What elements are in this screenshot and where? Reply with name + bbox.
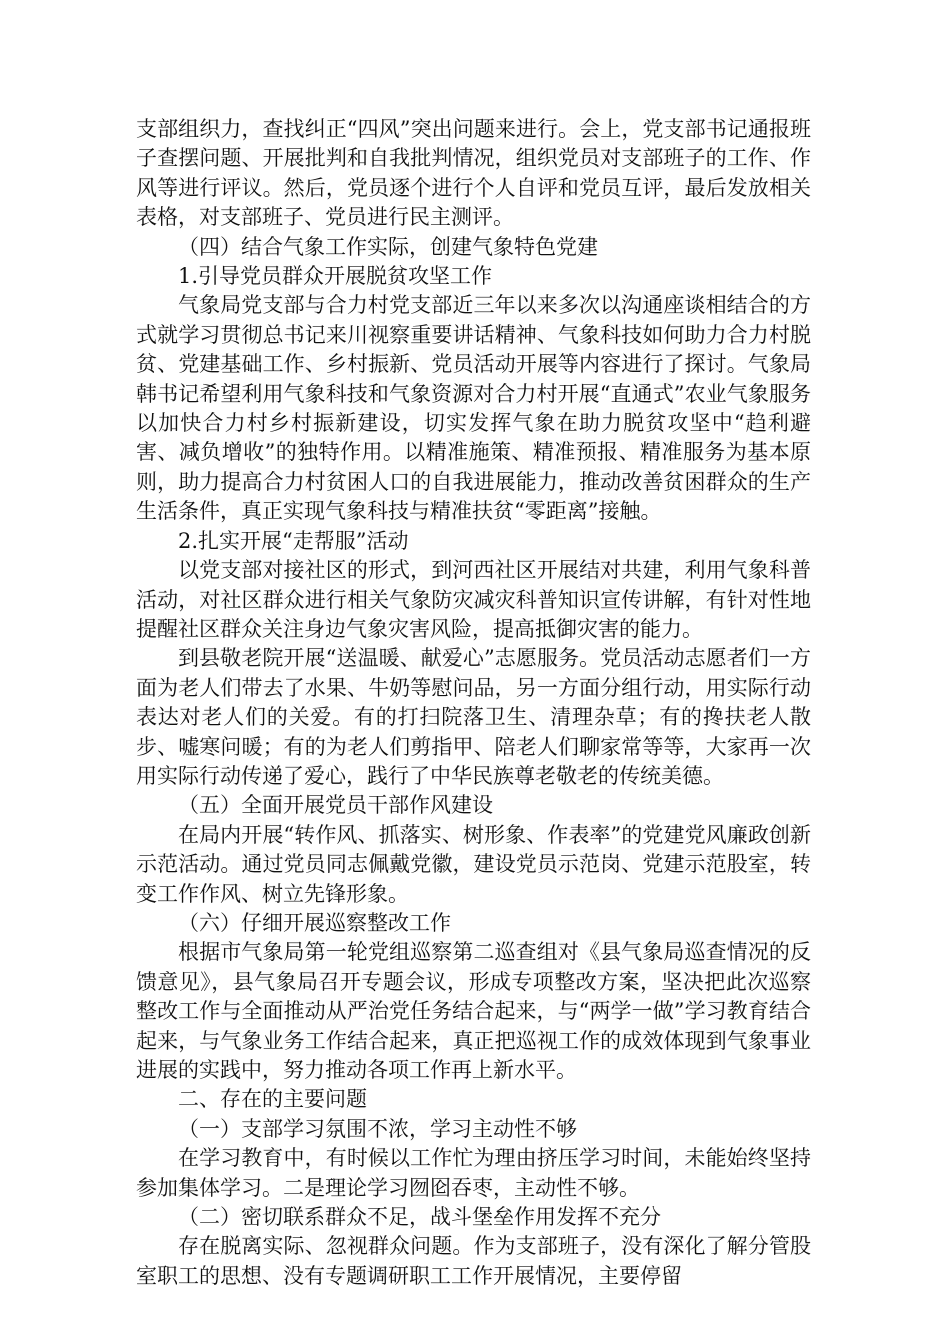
chapter-heading-2: 二、存在的主要问题 <box>178 1087 367 1112</box>
section-heading-4: （四）结合气象工作实际，创建气象特色党建 <box>178 234 598 259</box>
paragraph-text: 以党支部对接社区的形式，到河西社区开展结对共建，利用气象科普活动，对社区群众进行相关气象防灾减灾科普知识宣传讲解，有针对性地提醒社区群众关注身边气象灾害风险，提高抵御灾害的能力。 <box>136 558 811 641</box>
paragraph-text: 在局内开展“转作风、抓落实、树形象、作表率”的党建党风廉政创新示范活动。通过党员同志佩戴党徽，建设党员示范岗、党建示范股室，转变工作作风、树立先锋形象。 <box>136 822 811 906</box>
paragraph-text: 支部组织力，查找纠正“四风”突出问题来进行。会上，党支部书记通报班子查摆问题、开展批判和自我批判情况，组织党员对支部班子的工作、作风等进行评议。然后，党员逐个进行个人自评和党员互评，最后发放相关表格，对支部班子、党员进行民主测评。 <box>136 117 811 230</box>
document-body <box>136 115 811 1291</box>
paragraph-text: 气象局党支部与合力村党支部近三年以来多次以沟通座谈相结合的方式就学习贯彻总书记来川视察重要讲话精神、气象科技如何助力合力村脱贫、党建基础工作、乡村振新、党员活动开展等内容进行了探讨。气象局韩书记希望利用气象科技和气象资源对合力村开展“直通式”农业气象服务以加快合力村乡村振新建设，切实发挥气象在助力脱贫攻坚中“趋利避害、减负增收”的独特作用。以精准施策、精准预报、精准服务为基本原则，助力提高合力村贫困人口的自我进展能力，推动改善贫困群众的生产生活条件，真正实现气象科技与精准扶贫“零距离”接触。 <box>136 293 811 524</box>
paragraph-text: 存在脱离实际、忽视群众问题。作为支部班子，没有深化了解分管股室职工的思想、没有专题调研职工工作开展情况，主要停留 <box>136 1234 811 1288</box>
subheading-2: 2.扎实开展“走帮服”活动 <box>178 528 409 553</box>
section-heading-5: （五）全面开展党员干部作风建设 <box>178 793 493 818</box>
section-heading-2: （二）密切联系群众不足，战斗堡垒作用发挥不充分 <box>178 1205 661 1230</box>
subheading-1: 1.引导党员群众开展脱贫攻坚工作 <box>178 264 493 289</box>
paragraph-text: 在学习教育中，有时候以工作忙为理由挤压学习时间，未能始终坚持参加集体学习。二是理论学习囫囵吞枣，主动性不够。 <box>136 1146 811 1200</box>
section-heading-6: （六）仔细开展巡察整改工作 <box>178 910 451 935</box>
paragraph-text: 到县敬老院开展“送温暖、献爱心”志愿服务。党员活动志愿者们一方面为老人们带去了水果、牛奶等慰问品，另一方面分组行动，用实际行动表达对老人们的关爱。有的打扫院落卫生、清理杂草；有的搀扶老人散步、嘘寒问暖；有的为老人们剪指甲、陪老人们聊家常等等，大家再一次用实际行动传递了爱心，践行了中华民族尊老敬老的传统美德。 <box>136 646 811 788</box>
section-heading-1: （一）支部学习氛围不浓，学习主动性不够 <box>178 1116 577 1141</box>
paragraph-text: 根据市气象局第一轮党组巡察第二巡查组对《县气象局巡查情况的反馈意见》，县气象局召开专题会议，形成专项整改方案，坚决把此次巡察整改工作与全面推动从严治党任务结合起来，与“两学一做”学习教育结合起来，与气象业务工作结合起来，真正把巡视工作的成效体现到气象事业进展的实践中，努力推动各项工作再上新水平。 <box>136 940 811 1082</box>
